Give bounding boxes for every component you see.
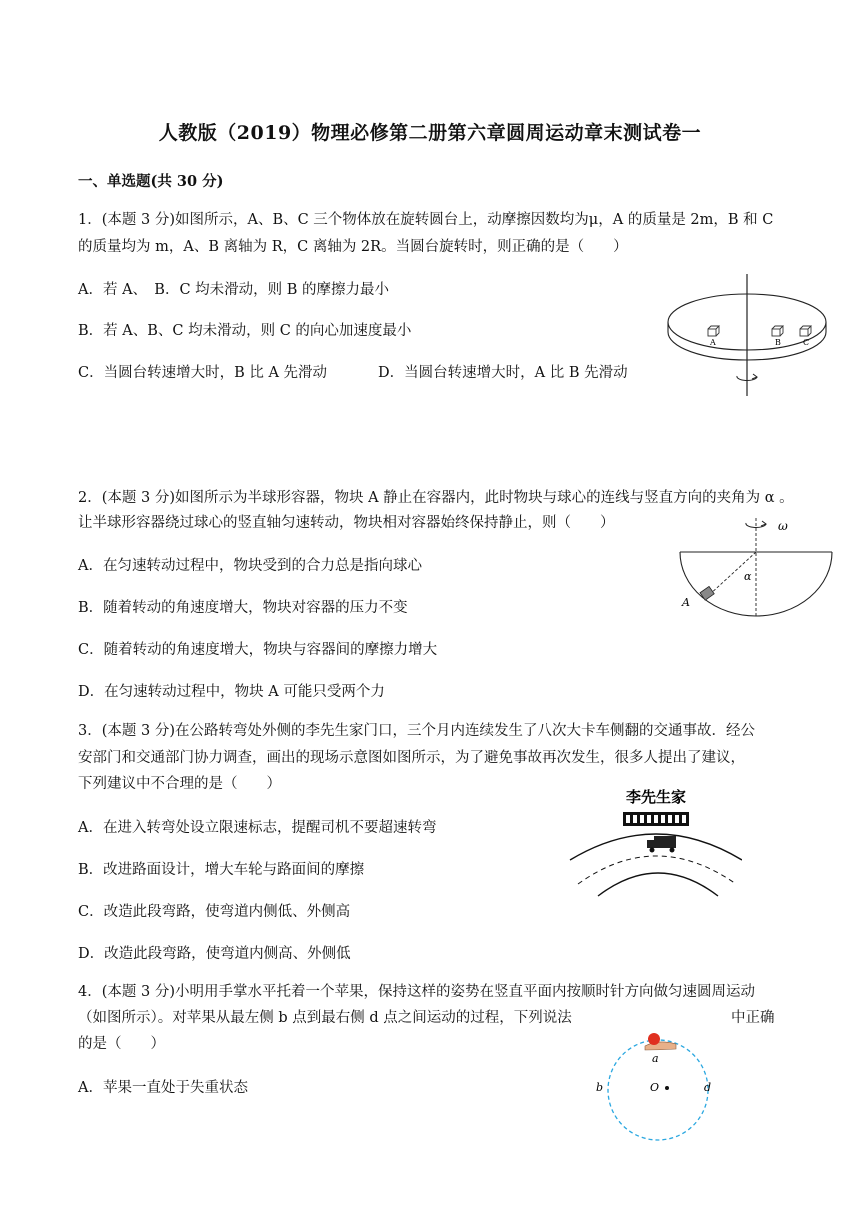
- q2-label-omega: ω: [778, 519, 788, 533]
- q2-label-a: A: [682, 596, 690, 609]
- q3-stem-line2: 安部门和交通部门协力调查，画出的现场示意图如图所示，为了避免事故再次发生，很多人提出了建议，: [78, 750, 745, 766]
- q4-label-o: O: [650, 1081, 660, 1094]
- q1-option-a: A．若 A、 B．C 均未滑动，则 B 的摩擦力最小: [78, 282, 390, 298]
- q2-hemisphere-figure: [668, 510, 840, 620]
- q3-option-c: C．改造此段弯路，使弯道内侧低、外侧高: [78, 904, 351, 920]
- q1-option-d: D．当圆台转速增大时，A 比 B 先滑动: [378, 365, 628, 381]
- q3-stem-line3: 下列建议中不合理的是（ ）: [78, 776, 281, 792]
- apple-icon: [648, 1033, 660, 1045]
- q4-stem-line2b: 中正确: [731, 1010, 775, 1026]
- q4-circle-figure: [590, 1030, 730, 1144]
- q4-option-a: A．苹果一直处于失重状态: [78, 1080, 248, 1096]
- q3-option-d: D．改造此段弯路，使弯道内侧高、外侧低: [78, 946, 351, 962]
- truck-icon: [647, 836, 676, 853]
- q4-label-a: a: [652, 1052, 659, 1065]
- q4-label-b: b: [596, 1081, 604, 1094]
- q2-option-a: A．在匀速转动过程中，物块受到的合力总是指向球心: [78, 558, 422, 574]
- q2-option-b: B．随着转动的角速度增大，物块对容器的压力不变: [78, 600, 408, 616]
- q4-stem-line2a: （如图所示）。对苹果从最左侧 b 点到最右侧 d 点之间运动的过程，下列说法: [78, 1010, 572, 1026]
- q1-label-b: B: [775, 338, 781, 347]
- q1-turntable-figure: [660, 270, 842, 400]
- q4-stem-line1: 4．(本题 3 分)小明用手掌水平托着一个苹果，保持这样的姿势在竖直平面内按顺时针方向做匀速圆周运动: [78, 984, 755, 1000]
- q1-label-c: C: [803, 338, 810, 347]
- q3-stem-line1: 3．(本题 3 分)在公路转弯处外侧的李先生家门口，三个月内连续发生了八次大卡车侧翻的交通事故．经公: [78, 723, 755, 739]
- q1-option-b: B．若 A、B、C 均未滑动，则 C 的向心加速度最小: [78, 323, 412, 339]
- q2-stem-line2: 让半球形容器绕过球心的竖直轴匀速转动，物块相对容器始终保持静止，则（ ）: [78, 515, 615, 531]
- q3-option-b: B．改进路面设计，增大车轮与路面间的摩擦: [78, 862, 365, 878]
- q1-label-a: A: [710, 338, 716, 347]
- q1-stem-line1: 1．(本题 3 分)如图所示，A、B、C 三个物体放在旋转圆台上，动摩擦因数均为μ，A 的质量是 2m，B 和 C: [78, 212, 774, 228]
- page-title: 人教版（2019）物理必修第二册第六章圆周运动章末测试卷一: [158, 122, 702, 144]
- section-heading: 一、单选题(共 30 分): [78, 173, 224, 190]
- q2-stem-line1: 2．(本题 3 分)如图所示为半球形容器，物块 A 静止在容器内，此时物块与球心的连线与竖直方向的夹角为 α 。: [78, 490, 794, 506]
- q2-option-c: C．随着转动的角速度增大，物块与容器间的摩擦力增大: [78, 642, 438, 658]
- q1-option-c: C．当圆台转速增大时，B 比 A 先滑动: [78, 365, 328, 381]
- q2-option-d: D．在匀速转动过程中，物块 A 可能只受两个力: [78, 684, 385, 700]
- q3-house-label: 李先生家: [625, 788, 687, 806]
- q4-label-d: d: [704, 1081, 712, 1094]
- q4-stem-line3: 的是（ ）: [78, 1036, 165, 1052]
- q1-stem-line2: 的质量均为 m，A、B 离轴为 R，C 离轴为 2R。当圆台旋转时，则正确的是（ ）: [78, 239, 628, 255]
- q3-option-a: A．在进入转弯处设立限速标志，提醒司机不要超速转弯: [78, 820, 437, 836]
- q2-label-alpha: α: [744, 570, 752, 583]
- q3-road-figure: [568, 784, 742, 902]
